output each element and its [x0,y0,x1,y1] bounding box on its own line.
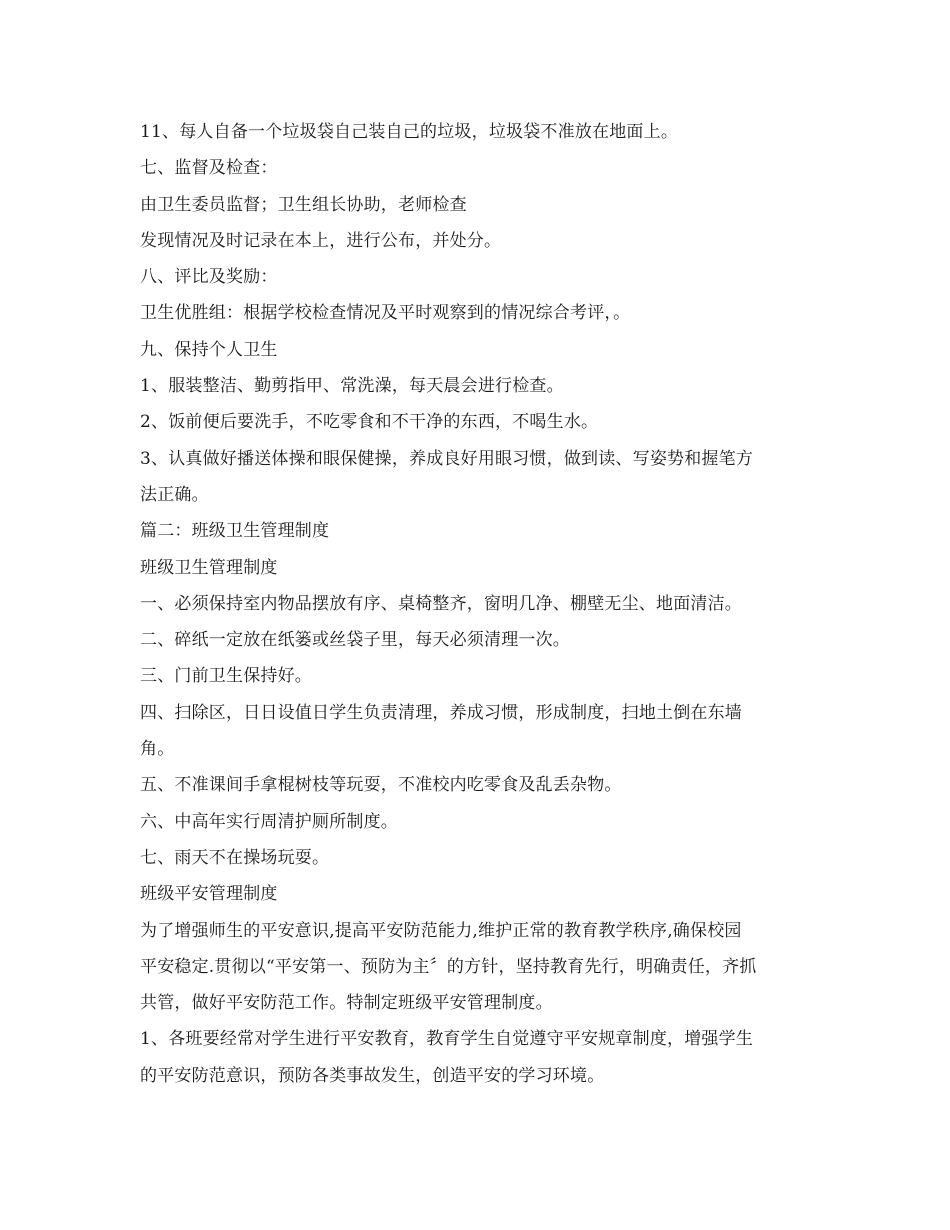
list-item: 七、雨天不在操场玩耍。 [140,847,330,868]
document-title: 班级卫生管理制度 [140,557,278,578]
list-item: 六、中高年实行周清护厕所制度。 [140,811,398,832]
list-item-continuation: 的平安防范意识，预防各类事故发生，创造平安的学习环境。 [140,1065,605,1086]
document-body [140,114,820,1094]
list-item: 三、门前卫生保持好。 [140,666,312,687]
chapter-heading: 篇二：班级卫生管理制度 [140,521,330,542]
list-item: 1、服装整洁、勤剪指甲、常洗澡，每天晨会进行检查。 [140,376,564,397]
paragraph-line: 共管，做好平安防范工作。特制定班级平安管理制度。 [140,993,553,1014]
paragraph-line: 为了增强师生的平安意识,提高平安防范能力,维护正常的教育教学秩序,确保校园 [140,920,742,941]
section-heading: 七、监督及检查： [140,158,278,179]
document-title: 班级平安管理制度 [140,884,278,905]
list-item-continuation: 法正确。 [140,484,209,505]
paragraph-line: 平安稳定.贯彻以“平安第一、预防为主〞的方针，坚持教育先行，明确责任，齐抓 [140,956,757,977]
list-item: 3、认真做好播送体操和眼保健操，养成良好用眼习惯，做到读、写姿势和握笔方 [140,448,754,469]
list-item-continuation: 角。 [140,739,175,760]
text-line: 卫生优胜组：根据学校检查情况及平时观察到的情况综合考评，。 [140,303,631,324]
list-item: 四、扫除区，日日设值日学生负责清理，养成习惯，形成制度，扫地土倒在东墙 [140,702,742,723]
list-item: 1、各班要经常对学生进行平安教育，教育学生自觉遵守平安规章制度，增强学生 [140,1029,754,1050]
list-item: 二、碎纸一定放在纸篓或丝袋子里，每天必须清理一次。 [140,630,570,651]
text-line: 11、每人自备一个垃圾袋自己装自己的垃圾，垃圾袋不准放在地面上。 [140,122,679,142]
section-heading: 八、评比及奖励： [140,267,278,288]
text-line: 由卫生委员监督；卫生组长协助，老师检查 [140,194,467,215]
list-item: 2、饭前便后要洗手，不吃零食和不干净的东西，不喝生水。 [140,412,599,433]
section-heading: 九、保持个人卫生 [140,339,278,360]
text-line: 发现情况及时记录在本上，进行公布，并处分。 [140,230,502,251]
list-item: 五、不准课间手拿棍树枝等玩耍，不准校内吃零食及乱丢杂物。 [140,775,622,796]
list-item: 一、必须保持室内物品摆放有序、桌椅整齐，窗明几净、棚壁无尘、地面清洁。 [140,593,742,614]
